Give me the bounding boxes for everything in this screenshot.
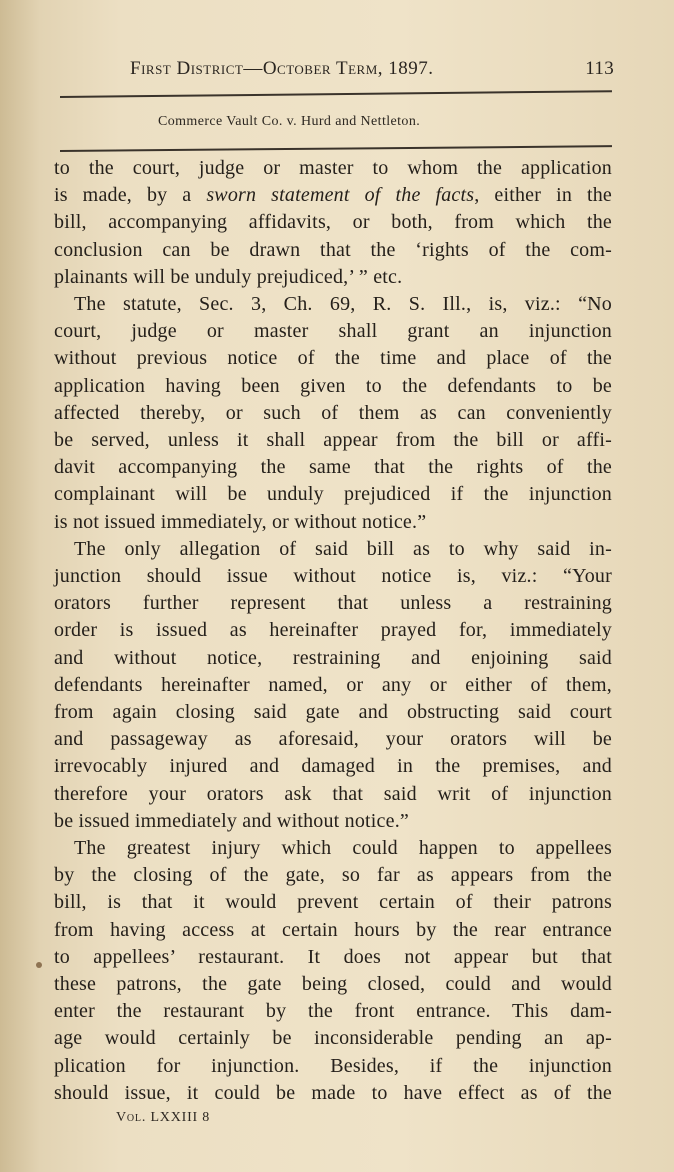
text-line: plication for injunction. Besides, if the injunction [54,1054,612,1077]
text-line: complainant will be unduly prejudiced if the injunction [54,483,612,506]
page-number: 113 [585,58,614,79]
text-line: should issue, it could be made to have effect as of the [54,1081,612,1104]
text-line: is not issued immediately, or without notice.” [54,510,427,533]
text-line: to appellees’ restaurant. It does not appear but that [54,945,612,968]
text-line: be served, unless it shall appear from the bill or affi- [54,429,612,451]
text-line: without previous notice of the time and place of the [54,347,612,370]
text-line: from having access at certain hours by the rear entrance [54,918,612,941]
italic-segment: sworn statement of the facts [206,184,475,207]
text-line: conclusion can be drawn that the ‘rights of the com- [54,238,612,261]
text-line: irrevocably injured and damaged in the premises, and [54,755,612,778]
text-line: to the court, judge or master to whom the application [54,157,612,179]
text-line: court, judge or master shall grant an injunction [54,320,612,343]
signature-mark: Vol. LXXIII 8 [116,1110,211,1125]
text-line: be issued immediately and without notice.” [54,809,409,832]
text-line: therefore your orators ask that said writ of injunction [54,782,612,805]
text-line: orators further represent that unless a restraining [54,592,612,615]
text-line: and passageway as aforesaid, your orators will be [54,728,612,751]
text-line: from again closing said gate and obstructing said court [54,701,612,723]
paper-stain [36,962,42,968]
text-line: and without notice, restraining and enjoining said [54,646,612,669]
text-line: age would certainly be inconsiderable pending an ap- [54,1027,612,1050]
text-line: bill, accompanying affidavits, or both, from which the [54,211,612,234]
text-line: defendants hereinafter named, or any or either of them, [54,673,612,696]
text-line: by the closing of the gate, so far as appears from the [54,864,612,887]
text-line: order is issued as hereinafter prayed for, immediately [54,619,612,642]
text-line [54,183,612,207]
running-title: First District—October Term, 1897. [130,58,434,79]
text-line: these patrons, the gate being closed, could and would [54,973,612,995]
text-line: affected thereby, or such of them as can conveniently [54,401,612,424]
text-line: application having been given to the defendants to be [54,374,612,397]
text-line: The only allegation of said bill as to why said in- [74,537,612,560]
text-line: plainants will be unduly prejudiced,’ ” etc. [54,265,403,288]
text-segment: is made, by a [54,184,207,207]
text-line: bill, is that it would prevent certain of their patrons [54,891,612,914]
case-title: Commerce Vault Co. v. Hurd and Nettleton. [158,114,421,129]
text-line: junction should issue without notice is, viz.: “Your [54,565,612,587]
text-line: enter the restaurant by the front entrance. This dam- [54,1000,612,1023]
text-line: The statute, Sec. 3, Ch. 69, R. S. Ill., is, viz.: “No [74,293,612,315]
text-line: davit accompanying the same that the rights of the [54,456,612,479]
text-line: The greatest injury which could happen to appellees [74,837,612,859]
text-segment: , either in the [474,184,613,207]
